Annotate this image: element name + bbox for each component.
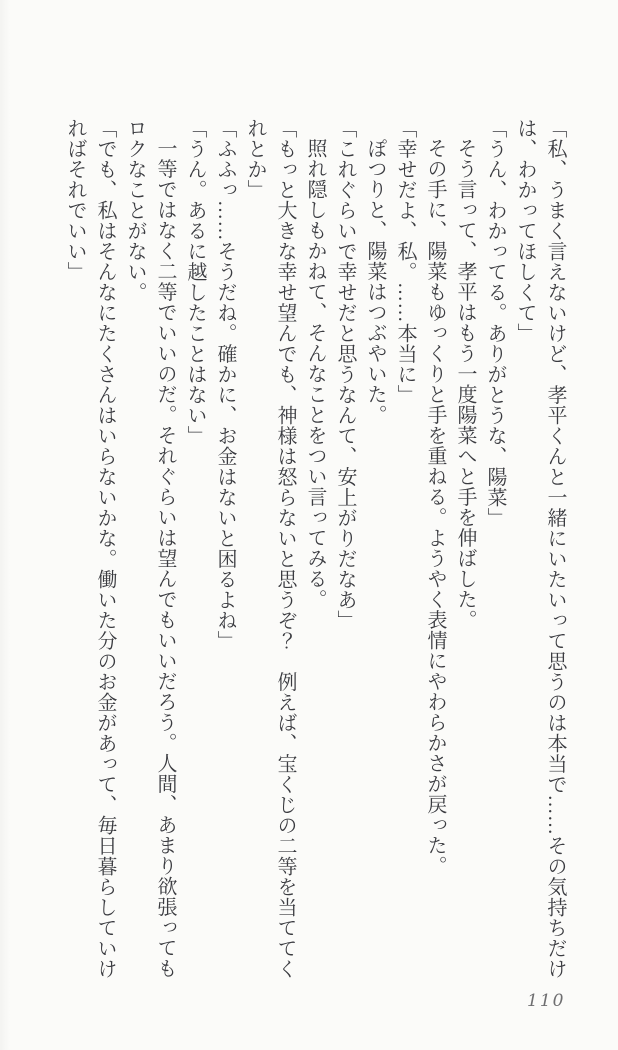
text-line: 「ふふっ……そうだね。確かに、お金はないと困るよね」 (214, 118, 236, 651)
text-line: 「もっと大きな幸せ望んでも、神様は怒らないと思うぞ？ 例えば、宝くじの二等を当ててく (274, 118, 296, 979)
text-line: その手に、陽菜もゆっくりと手を重ねる。ようやく表情にやわらかさが戻った。 (424, 138, 446, 876)
text-line: 「これぐらいで幸せだと思うなんて、安上がりだなあ」 (334, 118, 356, 631)
text-line: 一等ではなく二等でいいのだ。それぐらいは望んでもいいだろう。人間、あまり欲張っても (154, 138, 176, 979)
text-line: 「うん。あるに越したことはない」 (184, 118, 206, 446)
text-line: 「私、うまく言えないけど、孝平くんと一緒にいたいって思うのは本当で……その気持ちだけ (544, 118, 566, 979)
text-line: は、わかってほしくて」 (514, 118, 536, 344)
text-line: れとか」 (244, 118, 266, 200)
text-line: ぽつりと、陽菜はつぶやいた。 (364, 138, 386, 425)
text-line: ればそれでいい」 (64, 118, 86, 282)
text-columns (60, 118, 570, 998)
text-line: そう言って、孝平はもう一度陽菜へと手を伸ばした。 (454, 138, 476, 630)
text-line: ロクなことがない。 (124, 118, 146, 303)
text-line: 「でも、私はそんなにたくさんはいらないかな。働いた分のお金があって、毎日暮らしていけ (94, 118, 116, 979)
text-line: 「うん、わかってる。ありがとうな、陽菜」 (484, 118, 506, 528)
page-number: 110 (527, 991, 566, 1011)
text-line: 「幸せだよ、私。……本当に」 (394, 118, 416, 405)
text-line: 照れ隠しもかねて、そんなことをつい言ってみる。 (304, 138, 326, 610)
